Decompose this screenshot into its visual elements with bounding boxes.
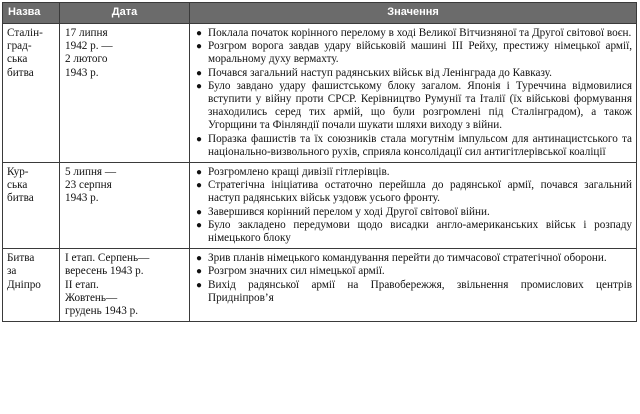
table-row: [3, 249, 637, 322]
battle-date-line: ІІ етап.: [65, 278, 99, 291]
list-item: [195, 252, 632, 265]
battle-name-cell: [3, 24, 60, 163]
list-item-text: Завершився корінний перелом у ході Другої світової війни.: [208, 205, 490, 218]
list-item-text: Було завдано удару фашистському блоку загалом. Японія і Туреччина відмовилися вступити у війну проти СРСР. Керівництво Румунії та Італії (їх військові формування знаходились серед тих армій, що були розгромлені під Сталінградом), а також Угорщини та Фінляндії почали шукати шляхи виходу з війни.: [208, 79, 632, 132]
battles-table: [2, 2, 637, 322]
list-item: [195, 80, 632, 133]
table-body: [3, 24, 637, 322]
meaning-list: [195, 252, 632, 305]
battle-name-line: град-: [7, 40, 32, 53]
bullet-icon: ●: [196, 67, 203, 79]
table-row: [3, 163, 637, 249]
battle-name-line: Сталін-: [7, 27, 43, 39]
battle-name-cell: [3, 249, 60, 322]
battle-name-line: ська: [7, 179, 28, 192]
bullet-icon: ●: [196, 253, 203, 265]
list-item-text: Було закладено передумови щодо висадки англо-американських військ і розпаду німецького блоку: [208, 218, 632, 245]
battle-date-line: 17 липня: [65, 27, 108, 39]
bullet-icon: ●: [196, 219, 203, 231]
battle-date-line: І етап. Серпень—: [65, 252, 150, 265]
list-item: [195, 67, 632, 80]
bullet-icon: ●: [196, 133, 203, 145]
list-item-text: Стратегічна ініціатива остаточно перейшла до радянської армії, почався загальний наступ радянських військ уздовж усього фронту.: [208, 179, 632, 205]
bullet-icon: ●: [196, 206, 203, 218]
bullet-icon: ●: [196, 167, 203, 179]
bullet-icon: ●: [196, 266, 203, 278]
battle-name-line: Битва: [7, 252, 35, 265]
list-item: [195, 133, 632, 159]
battle-date-line: 23 серпня: [65, 179, 112, 192]
bullet-icon: ●: [196, 28, 203, 39]
battle-date-line: 2 лютого: [65, 53, 108, 66]
battles-table-container: [2, 2, 636, 322]
battle-name-line: Кур-: [7, 166, 29, 179]
table-row: [3, 24, 637, 163]
header-name: Назва: [3, 3, 60, 24]
battle-date-line: вересень 1943 р.: [65, 265, 144, 278]
bullet-icon: ●: [196, 41, 203, 53]
list-item: [195, 40, 632, 66]
list-item-text: Зрив планів німецького командування перейти до тимчасової стратегічної оборони.: [208, 252, 607, 265]
list-item-text: Почався загальний наступ радянських військ від Ленінграда до Кавказу.: [208, 66, 552, 79]
battle-date-line: 1943 р.: [65, 192, 99, 205]
battle-name-line: за: [7, 265, 17, 278]
list-item: [195, 206, 632, 219]
battle-name-line: Дніпро: [7, 278, 41, 291]
list-item-text: Розгром ворога завдав удару військовій машині III Рейху, престижу німецької армії, моральному духу вермахту.: [208, 40, 632, 66]
header-meaning: Значення: [190, 3, 637, 24]
meaning-list: [195, 166, 632, 245]
list-item-text: Вихід радянської армії на Правобережжя, звільнення промислових центрів Придніпров’я: [208, 278, 632, 304]
battle-date-line: 1942 р. —: [65, 40, 113, 53]
header-date: Дата: [60, 3, 190, 24]
bullet-icon: ●: [196, 80, 203, 92]
battle-meaning-cell: [190, 24, 637, 163]
battle-name-cell: [3, 163, 60, 249]
bullet-icon: ●: [196, 180, 203, 192]
list-item-text: Поразка фашистів та їх союзників стала могутнім імпульсом для антинацистського та національно-визвольного рухів, сприяла консолідації сил антигітлерівської коаліції: [208, 132, 632, 158]
battle-meaning-cell: [190, 249, 637, 322]
meaning-list: [195, 27, 632, 159]
list-item: [195, 279, 632, 305]
battle-date-line: Жовтень—: [65, 291, 118, 304]
header-row: [3, 3, 637, 24]
battle-date-line: грудень 1943 р.: [65, 305, 139, 318]
battle-name-line: битва: [7, 66, 34, 79]
list-item: [195, 219, 632, 245]
battle-date-line: 5 липня —: [65, 166, 117, 179]
battle-date-cell: [60, 249, 190, 322]
list-item: [195, 27, 632, 40]
list-item: [195, 265, 632, 278]
list-item-text: Поклала початок корінного перелому в ході Великої Вітчизняної та Другої світової воєн.: [208, 27, 632, 39]
battle-name-line: ська: [7, 53, 28, 66]
battle-date-cell: [60, 163, 190, 249]
list-item-text: Розгром значних сил німецької армії.: [208, 265, 385, 278]
list-item: [195, 179, 632, 205]
list-item-text: Розгромлено кращі дивізії гітлерівців.: [208, 166, 390, 179]
list-item: [195, 166, 632, 179]
battle-date-cell: [60, 24, 190, 163]
battle-meaning-cell: [190, 163, 637, 249]
bullet-icon: ●: [196, 279, 203, 291]
battle-date-line: 1943 р.: [65, 66, 99, 79]
battle-name-line: битва: [7, 192, 34, 205]
